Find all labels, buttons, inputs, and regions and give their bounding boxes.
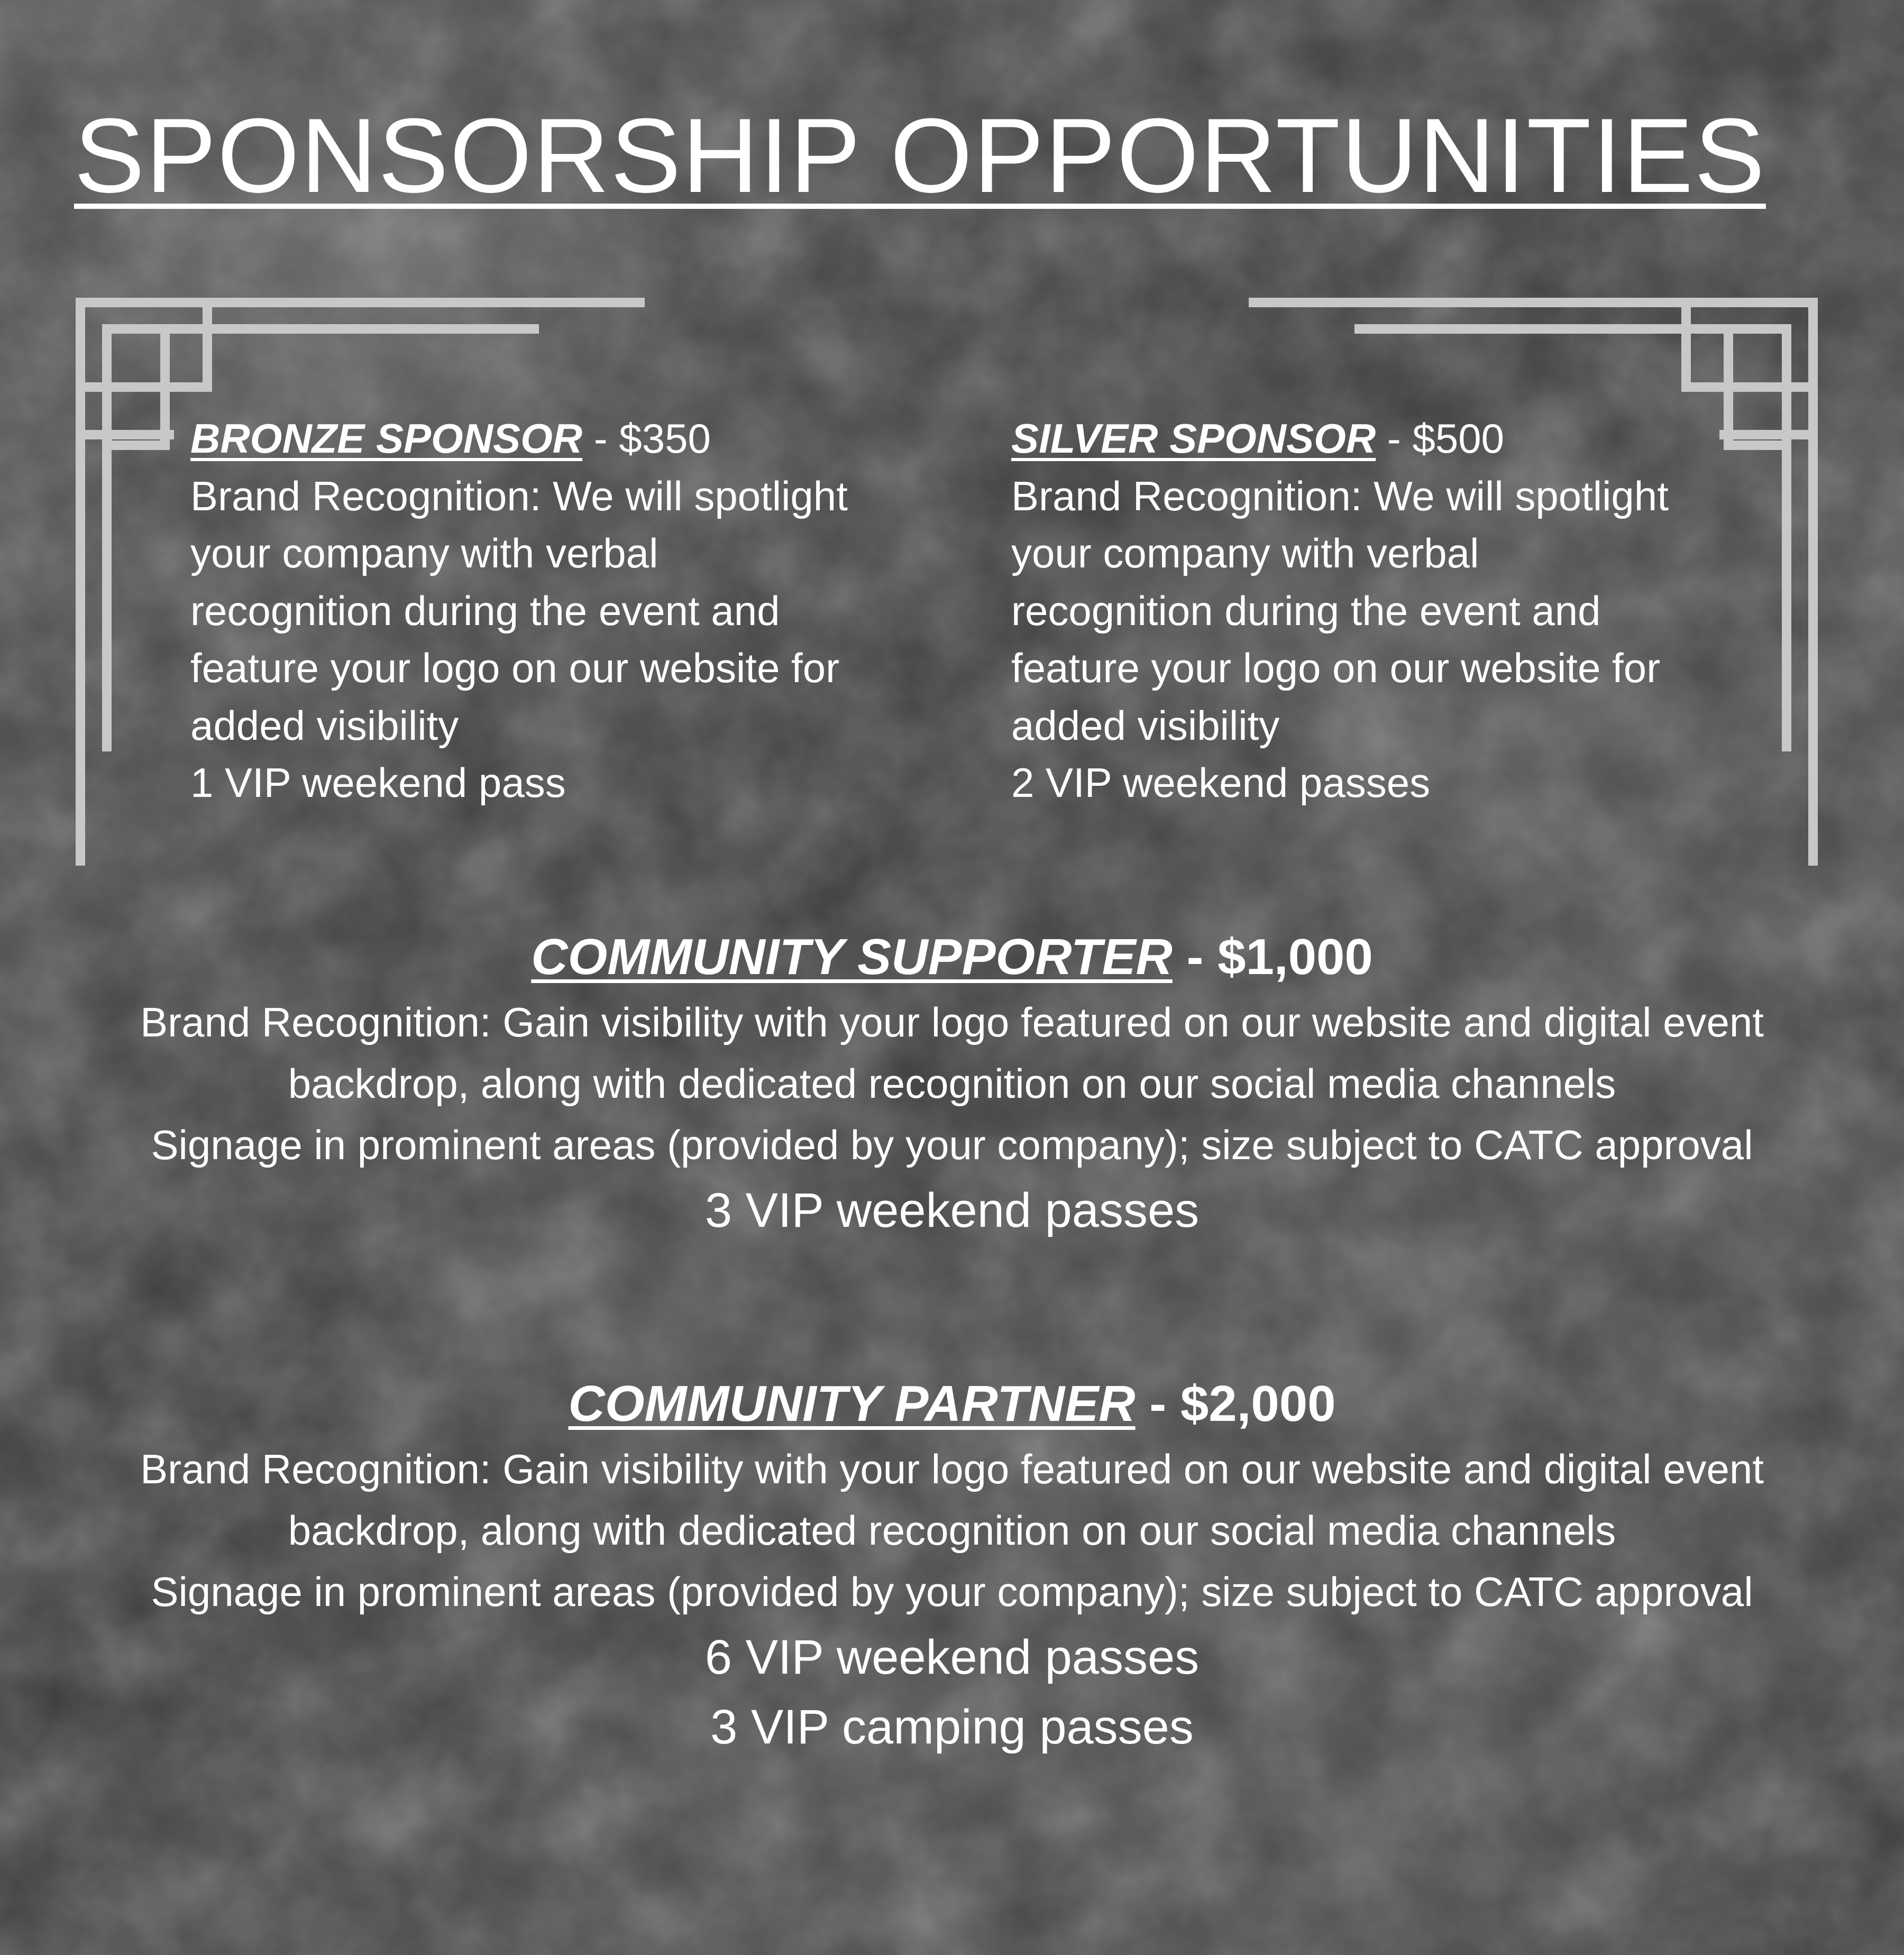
supporter-tier-name: COMMUNITY SUPPORTER — [531, 929, 1173, 985]
page-title: SPONSORSHIP OPPORTUNITIES — [74, 97, 1766, 215]
silver-sponsor-card — [1011, 410, 1762, 812]
bronze-line: recognition during the event and — [190, 587, 780, 634]
bronze-heading — [190, 410, 941, 467]
partner-price: - $2,000 — [1135, 1375, 1336, 1432]
silver-tier-name: SILVER SPONSOR — [1011, 415, 1376, 462]
bronze-line: added visibility — [190, 702, 459, 749]
supporter-line: Brand Recognition: Gain visibility with your logo featured on our website and digital event — [140, 999, 1764, 1045]
silver-line: recognition during the event and — [1011, 587, 1601, 634]
silver-line: Brand Recognition: We will spotlight — [1011, 472, 1669, 519]
silver-heading — [1011, 410, 1762, 467]
bronze-price: - $350 — [582, 415, 711, 462]
partner-line: Brand Recognition: Gain visibility with your logo featured on our website and digital event — [140, 1446, 1764, 1492]
silver-pass-line: 2 VIP weekend passes — [1011, 759, 1431, 806]
supporter-line: backdrop, along with dedicated recognition on our social media channels — [288, 1060, 1616, 1107]
supporter-line: Signage in prominent areas (provided by your company); size subject to CATC approval — [151, 1122, 1753, 1168]
community-partner-section — [0, 1370, 1904, 1762]
bronze-sponsor-card — [190, 410, 941, 812]
partner-pass-line: 3 VIP camping passes — [710, 1700, 1194, 1754]
bronze-tier-name: BRONZE SPONSOR — [190, 415, 583, 462]
supporter-heading — [0, 923, 1904, 992]
silver-price: - $500 — [1376, 415, 1505, 462]
supporter-price: - $1,000 — [1172, 929, 1373, 985]
bronze-line: your company with verbal — [190, 530, 658, 576]
partner-line: backdrop, along with dedicated recognition on our social media channels — [288, 1507, 1616, 1554]
partner-heading — [0, 1370, 1904, 1438]
supporter-pass-line: 3 VIP weekend passes — [704, 1183, 1200, 1237]
partner-pass-line: 6 VIP weekend passes — [704, 1630, 1200, 1684]
bronze-pass-line: 1 VIP weekend pass — [190, 759, 566, 806]
silver-line: feature your logo on our website for — [1011, 645, 1661, 691]
silver-line: added visibility — [1011, 702, 1280, 749]
bronze-line: Brand Recognition: We will spotlight — [190, 472, 848, 519]
community-supporter-section — [0, 923, 1904, 1245]
partner-line: Signage in prominent areas (provided by your company); size subject to CATC approval — [151, 1568, 1753, 1615]
bronze-line: feature your logo on our website for — [190, 645, 840, 691]
silver-line: your company with verbal — [1011, 530, 1479, 576]
partner-tier-name: COMMUNITY PARTNER — [568, 1375, 1136, 1432]
